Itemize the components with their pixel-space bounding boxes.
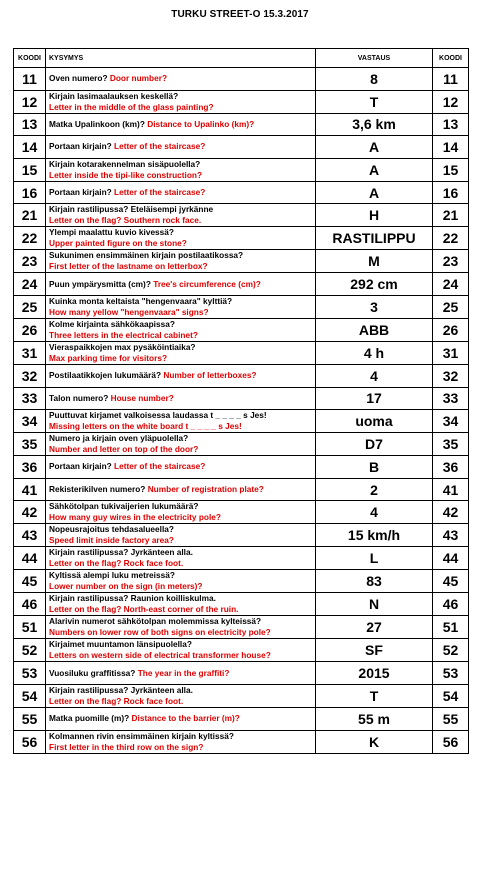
row-answer: A <box>316 136 433 159</box>
question-finnish: Kolmannen rivin ensimmäinen kirjain kyltissä? <box>49 730 234 741</box>
question-english: House number? <box>110 392 174 403</box>
table-row <box>14 684 469 707</box>
question-english: Letter on the flag? Rock face foot. <box>49 695 184 706</box>
question-finnish: Talon numero? <box>49 392 109 403</box>
row-answer: 4 <box>316 501 433 524</box>
question-english: Missing letters on the white board t _ _ _ _ s Jes! <box>49 421 242 432</box>
header-code: KOODI <box>14 49 46 68</box>
question-english: First letter in the third row on the sign? <box>49 741 204 752</box>
question-finnish: Alarivin numerot sähkötolpan molemmissa kylteissä? <box>49 616 262 627</box>
row-code-right: 44 <box>433 547 469 570</box>
row-code: 24 <box>14 273 46 296</box>
row-answer: RASTILIPPU <box>316 227 433 250</box>
row-answer: L <box>316 547 433 570</box>
question-finnish: Kolme kirjainta sähkökaapissa? <box>49 318 175 329</box>
row-code: 13 <box>14 113 46 136</box>
row-question <box>46 456 316 479</box>
row-question <box>46 410 316 433</box>
question-english: Three letters in the electrical cabinet? <box>49 329 198 340</box>
row-code: 22 <box>14 227 46 250</box>
row-code: 42 <box>14 501 46 524</box>
question-finnish: Puun ympärysmitta (cm)? <box>49 278 151 289</box>
table-row <box>14 341 469 364</box>
table-row <box>14 295 469 318</box>
table-row <box>14 707 469 730</box>
row-answer: T <box>316 684 433 707</box>
table-row <box>14 730 469 753</box>
row-answer: A <box>316 181 433 204</box>
row-code-right: 51 <box>433 616 469 639</box>
row-code-right: 36 <box>433 456 469 479</box>
row-code: 31 <box>14 341 46 364</box>
row-code-right: 21 <box>433 204 469 227</box>
row-code-right: 32 <box>433 364 469 387</box>
row-question <box>46 158 316 181</box>
table-row <box>14 250 469 273</box>
row-code: 14 <box>14 136 46 159</box>
table-row <box>14 318 469 341</box>
table-row <box>14 616 469 639</box>
question-finnish: Kuinka monta keltaista "hengenvaara" kylttiä? <box>49 295 233 306</box>
row-question <box>46 341 316 364</box>
row-code-right: 52 <box>433 639 469 662</box>
row-code-right: 53 <box>433 662 469 685</box>
question-finnish: Oven numero? <box>49 73 108 84</box>
question-english: Letter of the staircase? <box>114 461 206 472</box>
row-code-right: 33 <box>433 387 469 410</box>
answers-table <box>13 48 469 754</box>
table-row <box>14 181 469 204</box>
table-row <box>14 547 469 570</box>
row-answer: K <box>316 730 433 753</box>
row-question <box>46 204 316 227</box>
row-code: 54 <box>14 684 46 707</box>
row-code-right: 25 <box>433 295 469 318</box>
row-code-right: 35 <box>433 433 469 456</box>
question-english: First letter of the lastname on letterbox? <box>49 261 208 272</box>
row-answer: N <box>316 593 433 616</box>
question-english: The year in the graffiti? <box>137 667 230 678</box>
question-finnish: Kirjain lasimaalauksen keskellä? <box>49 90 179 101</box>
row-answer: 2015 <box>316 662 433 685</box>
question-english: Number of registration plate? <box>147 484 264 495</box>
question-english: Letter of the staircase? <box>114 187 206 198</box>
table-row <box>14 524 469 547</box>
row-question <box>46 273 316 296</box>
table-row <box>14 639 469 662</box>
row-code-right: 14 <box>433 136 469 159</box>
row-answer: M <box>316 250 433 273</box>
question-english: Letter inside the tipi-like construction? <box>49 169 203 180</box>
question-finnish: Portaan kirjain? <box>49 187 112 198</box>
row-question <box>46 113 316 136</box>
question-english: Number and letter on top of the door? <box>49 444 199 455</box>
row-code: 43 <box>14 524 46 547</box>
question-finnish: Portaan kirjain? <box>49 141 112 152</box>
row-code-right: 15 <box>433 158 469 181</box>
row-code: 53 <box>14 662 46 685</box>
row-code-right: 55 <box>433 707 469 730</box>
question-english: Letter on the flag? North-east corner of the ruin. <box>49 604 239 615</box>
row-question <box>46 364 316 387</box>
question-finnish: Matka Upalinkoon (km)? <box>49 118 145 129</box>
header-code-right: KOODI <box>433 49 469 68</box>
question-english: Letter on the flag? Southern rock face. <box>49 215 202 226</box>
row-question <box>46 250 316 273</box>
question-finnish: Nopeusrajoitus tehdasalueella? <box>49 524 174 535</box>
row-code-right: 12 <box>433 90 469 113</box>
row-code: 33 <box>14 387 46 410</box>
question-english: How many guy wires in the electricity pole? <box>49 512 221 523</box>
row-code: 46 <box>14 593 46 616</box>
question-english: Letters on western side of electrical transformer house? <box>49 650 271 661</box>
table-row <box>14 113 469 136</box>
row-code-right: 34 <box>433 410 469 433</box>
row-code: 21 <box>14 204 46 227</box>
question-english: Letter of the staircase? <box>114 141 206 152</box>
question-english: Max parking time for visitors? <box>49 352 168 363</box>
row-code: 36 <box>14 456 46 479</box>
question-finnish: Kirjain rastilipussa? Jyrkänteen alla. <box>49 684 193 695</box>
row-question <box>46 707 316 730</box>
row-question <box>46 387 316 410</box>
question-english: Door number? <box>109 73 168 84</box>
question-english: Distance to Upalinko (km)? <box>147 118 255 129</box>
row-question <box>46 684 316 707</box>
row-answer: 2 <box>316 478 433 501</box>
row-answer: 27 <box>316 616 433 639</box>
row-code: 35 <box>14 433 46 456</box>
row-answer: SF <box>316 639 433 662</box>
row-answer: T <box>316 90 433 113</box>
row-answer: 17 <box>316 387 433 410</box>
row-question <box>46 639 316 662</box>
row-answer: 8 <box>316 68 433 91</box>
row-answer: H <box>316 204 433 227</box>
question-finnish: Sukunimen ensimmäinen kirjain postilaatikossa? <box>49 250 244 261</box>
table-row <box>14 410 469 433</box>
row-question <box>46 433 316 456</box>
row-code-right: 41 <box>433 478 469 501</box>
row-question <box>46 593 316 616</box>
question-finnish: Vieraspaikkojen max pysäköintiaika? <box>49 341 196 352</box>
table-row <box>14 90 469 113</box>
row-code-right: 54 <box>433 684 469 707</box>
header-question: KYSYMYS <box>46 49 316 68</box>
row-code-right: 16 <box>433 181 469 204</box>
row-question <box>46 318 316 341</box>
row-question <box>46 501 316 524</box>
question-finnish: Kirjain kotarakennelman sisäpuolella? <box>49 158 201 169</box>
row-code-right: 26 <box>433 318 469 341</box>
row-code-right: 22 <box>433 227 469 250</box>
row-code: 52 <box>14 639 46 662</box>
row-code-right: 11 <box>433 68 469 91</box>
row-answer: D7 <box>316 433 433 456</box>
row-code: 44 <box>14 547 46 570</box>
table-row <box>14 501 469 524</box>
question-finnish: Ylempi maalattu kuvio kivessä? <box>49 227 174 238</box>
table-row <box>14 204 469 227</box>
row-code: 26 <box>14 318 46 341</box>
question-finnish: Puuttuvat kirjamet valkoisessa laudassa t _ _ _ _ s Jes! <box>49 410 267 421</box>
row-code: 55 <box>14 707 46 730</box>
row-code: 51 <box>14 616 46 639</box>
question-finnish: Numero ja kirjain oven yläpuolella? <box>49 433 189 444</box>
row-question <box>46 136 316 159</box>
table-row <box>14 456 469 479</box>
table-row <box>14 273 469 296</box>
table-row <box>14 433 469 456</box>
row-code: 12 <box>14 90 46 113</box>
row-code: 56 <box>14 730 46 753</box>
table-row <box>14 570 469 593</box>
question-finnish: Kirjain rastilipussa? Eteläisempi jyrkänne <box>49 204 214 215</box>
row-answer: 15 km/h <box>316 524 433 547</box>
row-answer: 3 <box>316 295 433 318</box>
question-english: Upper painted figure on the stone? <box>49 238 187 249</box>
row-answer: uoma <box>316 410 433 433</box>
row-question <box>46 662 316 685</box>
row-code-right: 31 <box>433 341 469 364</box>
table-row <box>14 364 469 387</box>
row-code: 41 <box>14 478 46 501</box>
header-row <box>14 49 469 68</box>
row-code: 32 <box>14 364 46 387</box>
row-answer: 4 h <box>316 341 433 364</box>
row-code: 15 <box>14 158 46 181</box>
row-answer: A <box>316 158 433 181</box>
question-english: Tree's circumference (cm)? <box>153 278 261 289</box>
table-row <box>14 478 469 501</box>
row-question <box>46 570 316 593</box>
row-question <box>46 90 316 113</box>
row-question <box>46 730 316 753</box>
row-answer: 4 <box>316 364 433 387</box>
row-question <box>46 227 316 250</box>
question-english: Numbers on lower row of both signs on electricity pole? <box>49 627 271 638</box>
question-finnish: Postilaatikkojen lukumäärä? <box>49 370 162 381</box>
row-code-right: 43 <box>433 524 469 547</box>
question-english: Lower number on the sign (in meters)? <box>49 581 203 592</box>
question-finnish: Vuosiluku graffitissa? <box>49 667 136 678</box>
row-answer: ABB <box>316 318 433 341</box>
question-finnish: Sähkötolpan tukivaijerien lukumäärä? <box>49 501 199 512</box>
row-answer: 55 m <box>316 707 433 730</box>
question-finnish: Matka puomille (m)? <box>49 713 130 724</box>
question-finnish: Kyltissä alempi luku metreissä? <box>49 570 175 581</box>
question-finnish: Portaan kirjain? <box>49 461 112 472</box>
row-answer: B <box>316 456 433 479</box>
header-answer: VASTAUS <box>316 49 433 68</box>
row-question <box>46 68 316 91</box>
table-row <box>14 227 469 250</box>
question-finnish: Kirjain rastilipussa? Raunion koilliskulma. <box>49 593 216 604</box>
question-finnish: Kirjaimet muuntamon länsipuolella? <box>49 639 192 650</box>
row-code: 23 <box>14 250 46 273</box>
row-code-right: 13 <box>433 113 469 136</box>
row-code: 45 <box>14 570 46 593</box>
row-code: 34 <box>14 410 46 433</box>
row-answer: 83 <box>316 570 433 593</box>
table-row <box>14 593 469 616</box>
row-code-right: 23 <box>433 250 469 273</box>
row-answer: 292 cm <box>316 273 433 296</box>
table-row <box>14 136 469 159</box>
row-question <box>46 181 316 204</box>
row-question <box>46 524 316 547</box>
table-row <box>14 387 469 410</box>
question-english: Letter on the flag? Rock face foot. <box>49 558 184 569</box>
table-row <box>14 68 469 91</box>
row-question <box>46 547 316 570</box>
row-question <box>46 295 316 318</box>
row-answer: 3,6 km <box>316 113 433 136</box>
row-code-right: 56 <box>433 730 469 753</box>
question-english: Distance to the barrier (m)? <box>131 713 240 724</box>
question-finnish: Kirjain rastilipussa? Jyrkänteen alla. <box>49 547 193 558</box>
question-english: Number of letterboxes? <box>163 370 257 381</box>
page-title: TURKU STREET-O 15.3.2017 <box>171 9 309 20</box>
row-code: 25 <box>14 295 46 318</box>
row-code-right: 24 <box>433 273 469 296</box>
row-code: 16 <box>14 181 46 204</box>
row-code-right: 46 <box>433 593 469 616</box>
row-question <box>46 478 316 501</box>
question-english: Letter in the middle of the glass painting? <box>49 101 214 112</box>
row-code: 11 <box>14 68 46 91</box>
table-row <box>14 662 469 685</box>
row-code-right: 42 <box>433 501 469 524</box>
row-question <box>46 616 316 639</box>
question-finnish: Rekisterikilven numero? <box>49 484 146 495</box>
question-english: Speed limit inside factory area? <box>49 535 174 546</box>
row-code-right: 45 <box>433 570 469 593</box>
question-english: How many yellow "hengenvaara" signs? <box>49 306 209 317</box>
table-row <box>14 158 469 181</box>
